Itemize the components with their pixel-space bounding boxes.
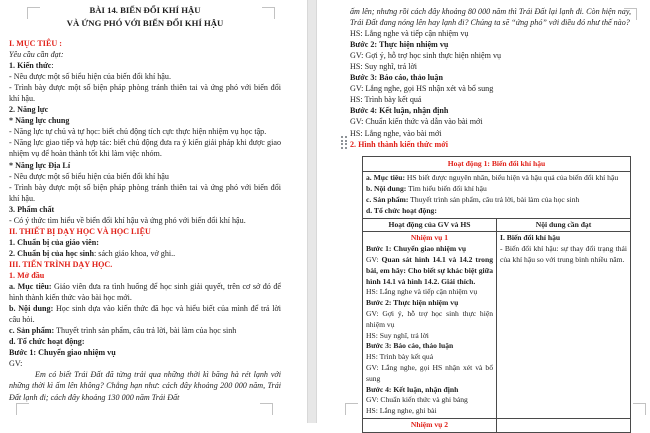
margin-mark-right-top-right (624, 8, 637, 20)
text-line: GV: Gợi ý, hỗ trợ học sinh thực hiện nhiệm vụ (350, 51, 502, 61)
text-line: - Trình bày được một số biện pháp phòng tránh thiên tai và ứng phó với biến đổi khí hậu. (9, 182, 281, 203)
text-line: - Năng lực tự chủ và tự học: biết chủ động tích cực thực hiện nhiệm vụ học tập. (9, 127, 267, 137)
text-line: - Năng lực giao tiếp và hợp tác: biết chủ động đưa ra ý kiến giải pháp khi được giao nhiệm vụ để hoàn thành tốt khi làm việc nhóm. (9, 138, 281, 159)
task2-content-cell (497, 418, 631, 432)
text-line: GV: Chuẩn kiến thức và dẫn vào bài mới (350, 117, 483, 127)
margin-mark-left-top-right (262, 7, 275, 19)
text-line: HS: Trình bày kết quả (366, 352, 434, 362)
text-line: Bước 3: Báo cáo, thảo luận (366, 341, 454, 351)
text-line: - Nêu được một số biểu hiện của biến đổi khí hậu (9, 171, 169, 181)
text-line: * Năng lực Địa Lí (9, 160, 71, 170)
right-page-body (350, 6, 631, 150)
left-page-body (9, 38, 281, 403)
task2-activity-cell (363, 418, 497, 432)
lesson-title-line-2: VÀ ỨNG PHÓ VỚI BIẾN ĐỔI KHÍ HẬU (66, 17, 224, 28)
text-line: Bước 4: Kết luận, nhận định (350, 106, 449, 116)
text-line: HS: Lắng nghe và tiếp cận nhiệm vụ (366, 287, 478, 297)
text-line: Bước 1: Chuyển giao nhiệm vụ (366, 244, 467, 254)
text-line: GV: Chuẩn kiến thức và ghi bảng (366, 395, 468, 405)
text-line: 1. Chuẩn bị của giáo viên: (9, 237, 99, 247)
page-gap (307, 0, 317, 423)
activity-table-caption (363, 156, 631, 172)
text-line: Yêu cầu cần đạt: (9, 50, 64, 60)
text-line: a. Mục tiêu: HS biết được nguyên nhân, biểu hiện và hậu quả của biến đổi khí hậu (366, 173, 619, 183)
text-line: - Trình bày được một số biện pháp phòng tránh thiên tai và ứng phó với biến đổi khí hậu. (9, 83, 281, 104)
text-line: * Năng lực chung (9, 116, 70, 126)
lesson-title (9, 4, 281, 29)
text-line: Bước 1: Chuyển giao nhiệm vụ (9, 348, 116, 358)
margin-mark-left-bottom-right (260, 403, 273, 415)
text-line: Em có biết Trái Đất đã từng trải qua những thời kì băng hà rét lạnh với những thời kì ấm lên không? Chẳng hạn như: cách đây khoảng 200 000 năm, Trái Đất lạnh đi; cách đây khoảng 130 000 năm Trái Đất (9, 370, 281, 402)
text-line: ấm lên; nhưng rồi cách đây khoảng 80 000 năm thì Trái Đất lại lạnh đi. Còn hiện nay, Trái Đất đang nóng lên hay lạnh đi? Chúng ta sẽ “ứng phó” với điều đó như thế nào? (350, 7, 631, 28)
document-page-left (9, 4, 281, 403)
column-header-gv-hs: Hoạt động của GV và HS (363, 218, 497, 232)
text-line: a. Mục tiêu: Giáo viên đưa ra tình huống để học sinh giải quyết, trên cơ sở đó để hình thành kiến thức vào bài học mới. (9, 282, 281, 303)
text-line: - Có ý thức tìm hiểu về biến đổi khí hậu và ứng phó với biến đổi khí hậu. (9, 215, 246, 225)
text-line: c. Sản phẩm: Thuyết trình sản phẩm, câu trả lời, bài làm của học sinh (9, 326, 237, 336)
task1-content-cell (497, 232, 631, 419)
text-line: HS: Lắng nghe và tiếp cận nhiệm vụ (350, 29, 469, 39)
text-line: 1. Mở đầu (9, 270, 45, 280)
text-line: I. MỤC TIÊU : (9, 39, 62, 48)
margin-mark-left-bottom-left (16, 403, 29, 415)
text-line: HS: Suy nghĩ, trả lời (350, 62, 418, 72)
text-line: Bước 2: Thực hiện nhiệm vụ (366, 298, 459, 308)
text-line: 2. Chuẩn bị của học sinh: sách giáo khoa, vở ghi.. (9, 248, 176, 258)
text-line: 2. Hình thành kiến thức mới (350, 139, 448, 149)
document-page-right (350, 6, 631, 433)
text-line: Nhiệm vụ 1 (410, 233, 449, 243)
text-line: c. Sản phẩm: Thuyết trình sản phẩm, câu trả lời, bài làm của học sinh (366, 195, 580, 204)
text-line: b. Nội dung: Học sinh dựa vào kiến thức đã học và hiểu biết của mình để trả lời câu hỏi. (9, 304, 281, 325)
text-line: HS: Lắng nghe, ghi bài (366, 406, 437, 416)
text-line: HS: Suy nghĩ, trả lời (366, 330, 429, 340)
text-line: Bước 3: Báo cáo, thảo luận (350, 73, 443, 83)
text-line: GV: Gợi ý, hỗ trợ học sinh thực hiện nhiệm vụ (366, 308, 493, 329)
column-header-noi-dung: Nội dung cần đạt (497, 218, 631, 232)
text-line: 1. Kiến thức: (9, 61, 54, 71)
activity-table (362, 156, 631, 433)
text-line: d. Tổ chức hoạt động: (366, 205, 437, 215)
text-line: - Nêu được một số biểu hiện của biến đổi khí hậu. (9, 72, 171, 82)
text-line: GV: Quan sát hình 14.1 và 14.2 trong bài, em hãy: Cho biết sự khác biệt giữa hình 14.1 và hình 14.2. Giải thích. (366, 254, 493, 286)
task1-activity-cell (363, 232, 497, 419)
margin-mark-right-bottom-right (633, 403, 646, 415)
text-line: HS: Lắng nghe, vào bài mới (350, 128, 442, 138)
text-line: III. TIẾN TRÌNH DẠY HỌC. (9, 259, 113, 269)
text-line: Nhiệm vụ 2 (410, 419, 449, 429)
margin-mark-right-bottom-left (345, 403, 358, 415)
text-line: 2. Năng lực (9, 105, 49, 115)
text-line: GV: (9, 359, 23, 369)
activity-table-meta (363, 172, 631, 218)
text-line: I. Biến đổi khí hậu (500, 233, 561, 243)
margin-mark-left-top-left (27, 7, 40, 19)
text-line: 3. Phẩm chất (9, 204, 55, 214)
text-line: Hoạt động 1: Biến đổi khí hậu (447, 158, 546, 168)
text-line: II. THIẾT BỊ DẠY HỌC VÀ HỌC LIỆU (9, 226, 151, 236)
text-line: GV: Lắng nghe, gọi HS nhận xét và bổ sung (350, 84, 494, 94)
text-line: HS: Trình bày kết quả (350, 95, 422, 105)
text-line: Bước 2: Thực hiện nhiệm vụ (350, 40, 449, 50)
text-line: b. Nội dung: Tìm hiểu biến đổi khí hậu (366, 184, 487, 194)
text-line: d. Tổ chức hoạt động: (9, 337, 85, 347)
drag-handle-icon[interactable] (341, 136, 348, 151)
text-line: GV: Lắng nghe, gọi HS nhận xét và bổ sung (366, 362, 493, 383)
text-line: - Biến đổi khí hậu: sự thay đổi trạng thái của khí hậu so với trung bình nhiều năm. (500, 244, 627, 264)
lesson-title-line-1: BÀI 14. BIẾN ĐỔI KHÍ HẬU (89, 5, 201, 15)
text-line: Bước 4: Kết luận, nhận định (366, 384, 459, 394)
